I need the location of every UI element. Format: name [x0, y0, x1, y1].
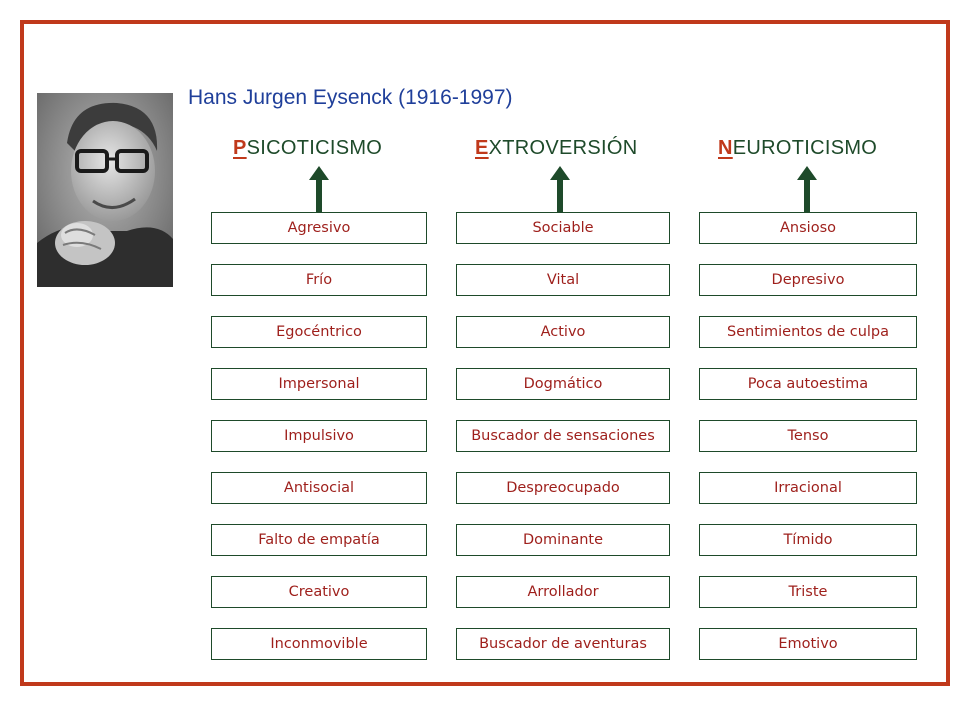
trait-box: Egocéntrico: [211, 316, 427, 348]
heading-initial: E: [475, 137, 489, 159]
trait-box: Buscador de sensaciones: [456, 420, 670, 452]
trait-box: Impersonal: [211, 368, 427, 400]
portrait-image: [37, 93, 173, 287]
portrait-photo: [37, 93, 173, 287]
heading-extroversion: [475, 137, 638, 160]
heading-rest: XTROVERSIÓN: [488, 137, 638, 159]
trait-box: Vital: [456, 264, 670, 296]
trait-box: Buscador de aventuras: [456, 628, 670, 660]
arrow-up-icon: [309, 166, 329, 212]
trait-box: Activo: [456, 316, 670, 348]
heading-rest: SICOTICISMO: [246, 137, 383, 159]
trait-box: Depresivo: [699, 264, 917, 296]
trait-box: Tímido: [699, 524, 917, 556]
heading-neuroticismo: [718, 137, 877, 160]
trait-box: Dominante: [456, 524, 670, 556]
trait-box: Agresivo: [211, 212, 427, 244]
heading-rest: EUROTICISMO: [732, 137, 878, 159]
trait-box: Inconmovible: [211, 628, 427, 660]
trait-box: Despreocupado: [456, 472, 670, 504]
trait-box: Antisocial: [211, 472, 427, 504]
trait-box: Irracional: [699, 472, 917, 504]
trait-box: Creativo: [211, 576, 427, 608]
heading-psicoticismo: [233, 137, 382, 160]
trait-box: Triste: [699, 576, 917, 608]
trait-box: Dogmático: [456, 368, 670, 400]
trait-box: Arrollador: [456, 576, 670, 608]
trait-box: Falto de empatía: [211, 524, 427, 556]
arrow-up-icon: [797, 166, 817, 212]
trait-box: Tenso: [699, 420, 917, 452]
heading-initial: P: [233, 137, 247, 159]
trait-box: Ansioso: [699, 212, 917, 244]
arrow-up-icon: [550, 166, 570, 212]
trait-box: Impulsivo: [211, 420, 427, 452]
page-title: Hans Jurgen Eysenck (1916-1997): [188, 86, 513, 109]
trait-box: Sociable: [456, 212, 670, 244]
trait-box: Poca autoestima: [699, 368, 917, 400]
trait-box: Sentimientos de culpa: [699, 316, 917, 348]
trait-box: Frío: [211, 264, 427, 296]
trait-box: Emotivo: [699, 628, 917, 660]
heading-initial: N: [718, 137, 733, 159]
